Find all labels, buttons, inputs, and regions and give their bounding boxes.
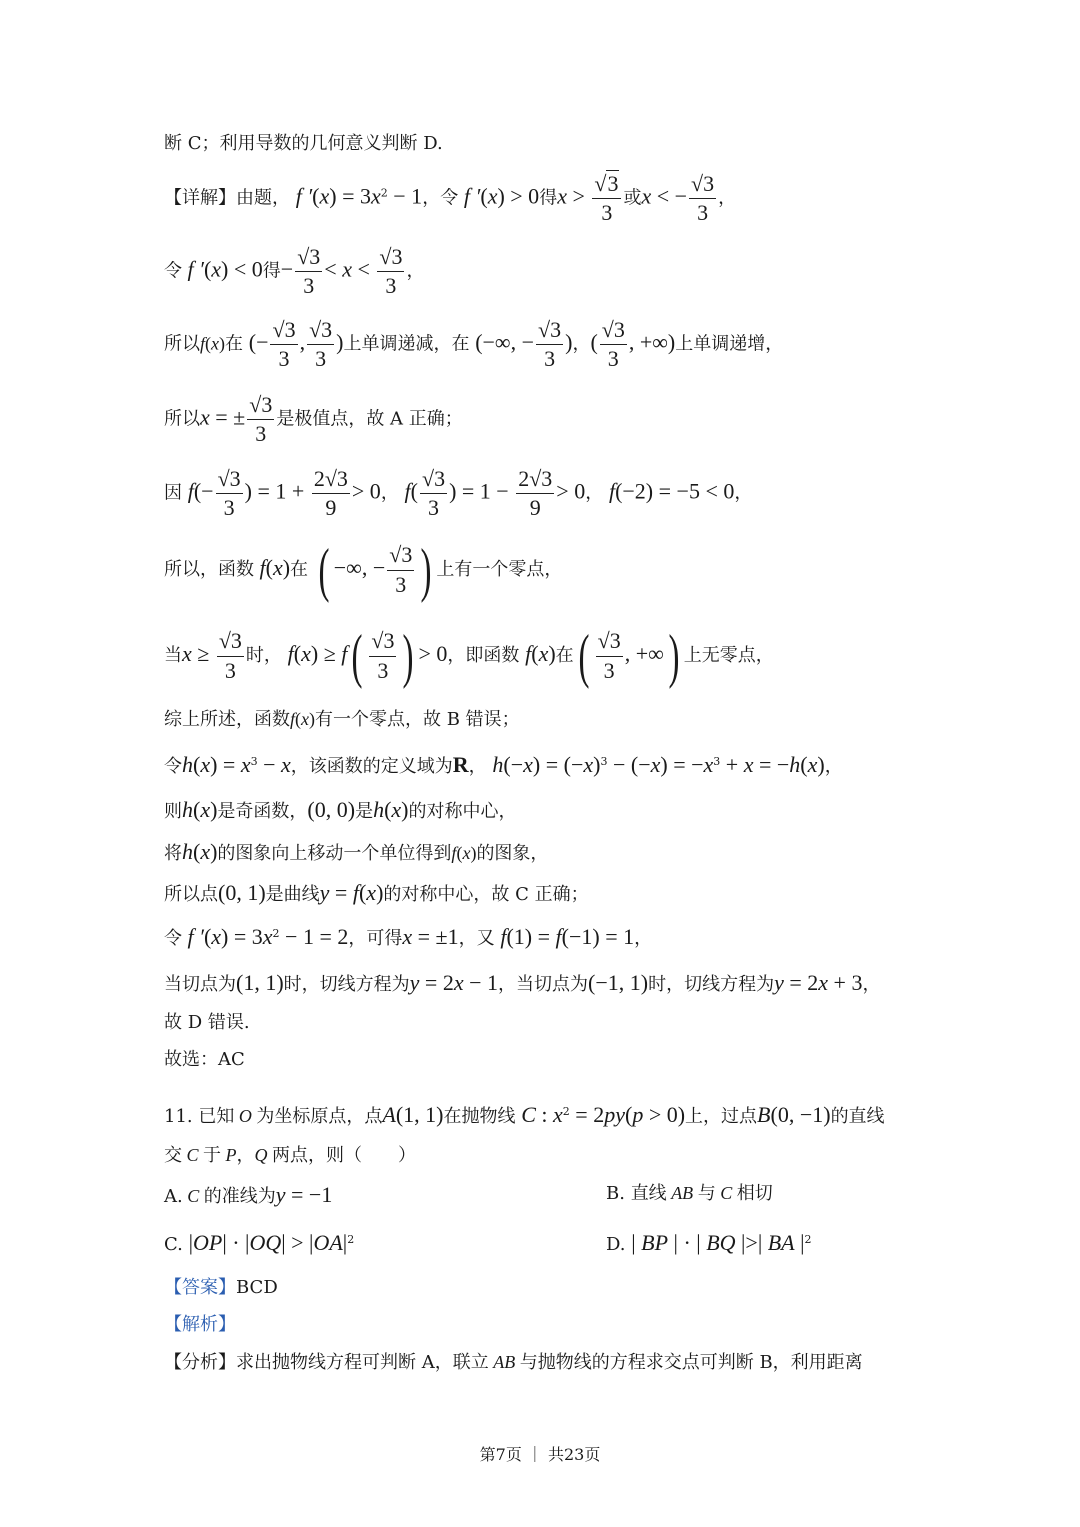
detail-label: 【详解】	[164, 187, 236, 209]
option-label: A.	[164, 1186, 183, 1207]
text: 当	[164, 645, 182, 666]
text: 上无零点，	[683, 645, 774, 666]
text: 时，	[245, 645, 282, 666]
option-b: B. 直线 AB 与 C 相切	[606, 1183, 773, 1204]
page-footer: 第7页 ｜ 共23页	[479, 1445, 601, 1464]
option-label: D.	[606, 1234, 626, 1255]
text-line: 综上所述，函数f(x)有一个零点，故 B 错误；	[164, 709, 520, 730]
text: ，即函数	[447, 645, 520, 666]
text-line: 令$h(x) = x^3 - x$，该函数的定义域为R， $h(-x) = (-x)^3 - (-x) = -x^3 + x = -h(x)$，	[164, 752, 843, 777]
text-line	[164, 1014, 250, 1032]
text: 上有一个零点，	[436, 559, 563, 580]
text-line: 当x ≥ $\frac{√3}{3}$ 时， f(x) ≥ f( $\frac{√3}{3}$ ) > 0，即函数 f(x)在( $\frac{√3}{3}$ , +∞) 上无零点，	[164, 623, 774, 689]
text: 两点，则（ ）	[272, 1145, 417, 1166]
text: 的对称中心，	[408, 801, 517, 822]
text: 的图象，	[476, 843, 549, 864]
text: 则	[164, 801, 182, 822]
question-number: 11.	[164, 1106, 193, 1127]
text: 由题，	[236, 187, 290, 209]
text: 是奇函数，	[217, 801, 308, 822]
detail-line: 【详解】由题， f $'(x) = 3x^2 - 1$，令 f ′(x) > 0得x > $\frac{√3}{3}$ 或x < − $\frac{√3}{3}$ ，	[164, 171, 737, 226]
text: 所以	[164, 408, 200, 430]
fenxi-label: 【分析】	[164, 1352, 236, 1373]
text: 故选：AC	[164, 1049, 245, 1070]
text: 上单调递减，在	[343, 333, 470, 355]
text-line: 所以f(x)在 (− $\frac{√3}{3}$ , $\frac{√3}{3}$ )上单调递减，在 (−∞, − $\frac{√3}{3}$ )，( $\frac{√3}{3}$ , +∞)上单调递增，	[164, 317, 784, 372]
text: 的对称中心，故 C 正确；	[383, 884, 589, 905]
text: 得	[539, 187, 558, 209]
text: 交	[164, 1145, 182, 1166]
text: 直线	[630, 1183, 667, 1204]
text: 所以点	[164, 884, 218, 905]
text: 在	[290, 559, 309, 580]
text: 令	[164, 756, 182, 777]
option-c: C. $|OP| \cdot |OQ| > |OA|^2$	[164, 1230, 355, 1255]
option-a: A. C 的准线为y = −1	[164, 1182, 333, 1207]
text-line	[164, 1051, 245, 1069]
text: 相切	[736, 1183, 773, 1204]
text-line: 因 f(− $\frac{√3}{3}$ ) = 1 + $\frac{2√3}{9}$ > 0， f( $\frac{√3}{3}$ ) = 1 − $\frac{2√3}{9}$ > 0， f(−2) = −5 < 0，	[164, 466, 753, 521]
text: 令	[164, 928, 182, 949]
text: 的直线	[830, 1106, 885, 1127]
text: ，可得	[348, 928, 403, 949]
text: 时，切线方程为	[283, 974, 410, 995]
text: 为坐标原点，点	[256, 1106, 383, 1127]
text: 将	[164, 843, 182, 864]
fenxi-line: 【分析】求出抛物线方程可判断 A，联立 AB 与抛物线的方程求交点可判断 B，利用距离	[164, 1352, 863, 1373]
text: 在	[225, 333, 244, 355]
text: 与	[697, 1183, 716, 1204]
text-line: 令 f $'(x) = 3x^2 - 1 = 2$，可得x = ±1，又 f(1) = f(−1) = 1，	[164, 924, 653, 949]
text: 上，过点	[685, 1106, 758, 1127]
text: 或	[623, 187, 642, 209]
text: ，该函数的定义域为	[290, 756, 453, 777]
text-line	[164, 135, 443, 153]
option-label: B.	[606, 1183, 625, 1204]
text: ，当切点为	[498, 974, 589, 995]
analysis-line	[164, 1316, 236, 1334]
text: 已知	[198, 1106, 235, 1127]
text: 当切点为	[164, 974, 236, 995]
text: 求出抛物线方程可判断 A，联立	[236, 1352, 489, 1373]
option-d: D. | BP | · | BQ |>| BA $|^2$	[606, 1230, 812, 1255]
text: 综上所述，函数	[164, 709, 290, 730]
text: 故 D 错误.	[164, 1012, 250, 1033]
text: 是曲线	[265, 884, 320, 905]
text: ，又	[458, 928, 495, 949]
text: 令	[164, 260, 182, 282]
answer-label: 【答案】	[164, 1277, 236, 1298]
text: 因	[164, 482, 182, 504]
text-line: 所以点(0, 1)是曲线y = f(x)的对称中心，故 C 正确；	[164, 880, 589, 905]
text: 是极值点，故 A 正确；	[276, 408, 463, 430]
text-line: 令 f ′(x) < 0得− $\frac{√3}{3}$ < x < $\frac{√3}{3}$ ，	[164, 244, 425, 299]
text: 在	[555, 645, 574, 666]
text-line: 则h(x)是奇函数，(0, 0)是h(x)的对称中心，	[164, 797, 517, 822]
text: 于	[203, 1145, 222, 1166]
text: 有一个零点，故 B 错误；	[315, 709, 520, 730]
text: 得	[262, 260, 281, 282]
text: 的准线为	[203, 1186, 276, 1207]
question-stem: 11. 已知 O 为坐标原点，点A(1, 1)在抛物线 C : $x^2 = 2py(p > 0)$上，过点B(0, −1)的直线	[164, 1102, 885, 1127]
text: 所以	[164, 333, 200, 355]
text-line: 所以x = ± $\frac{√3}{3}$ 是极值点，故 A 正确；	[164, 392, 463, 447]
math: f ′	[295, 183, 313, 209]
question-stem-2: 交 C 于 P，Q 两点，则（ ）	[164, 1145, 417, 1166]
text-line: 将h(x)的图象向上移动一个单位得到f(x)的图象，	[164, 839, 549, 864]
text: 是	[355, 801, 374, 822]
option-label: C.	[164, 1234, 183, 1255]
text: 令	[440, 187, 459, 209]
text-line: 当切点为(1, 1)时，切线方程为y = 2x − 1，当切点为(−1, 1)时，切线方程为y = 2x + 3，	[164, 970, 881, 995]
text: 所以，函数	[164, 559, 254, 580]
answer-value: BCD	[236, 1277, 278, 1298]
text: 的图象向上移动一个单位得到	[217, 843, 452, 864]
text: 时，切线方程为	[648, 974, 775, 995]
answer-line	[164, 1279, 278, 1297]
text: 上单调递增，	[675, 333, 784, 355]
text: 在抛物线	[443, 1106, 516, 1127]
text: 断 C；利用导数的几何意义判断 D.	[164, 133, 443, 154]
text-line: 所以，函数 f(x)在 ( −∞, − $\frac{√3}{3}$ ) 上有一个零点，	[164, 537, 563, 603]
analysis-label: 【解析】	[164, 1314, 236, 1335]
text: 与抛物线的方程求交点可判断 B，利用距离	[519, 1352, 863, 1373]
